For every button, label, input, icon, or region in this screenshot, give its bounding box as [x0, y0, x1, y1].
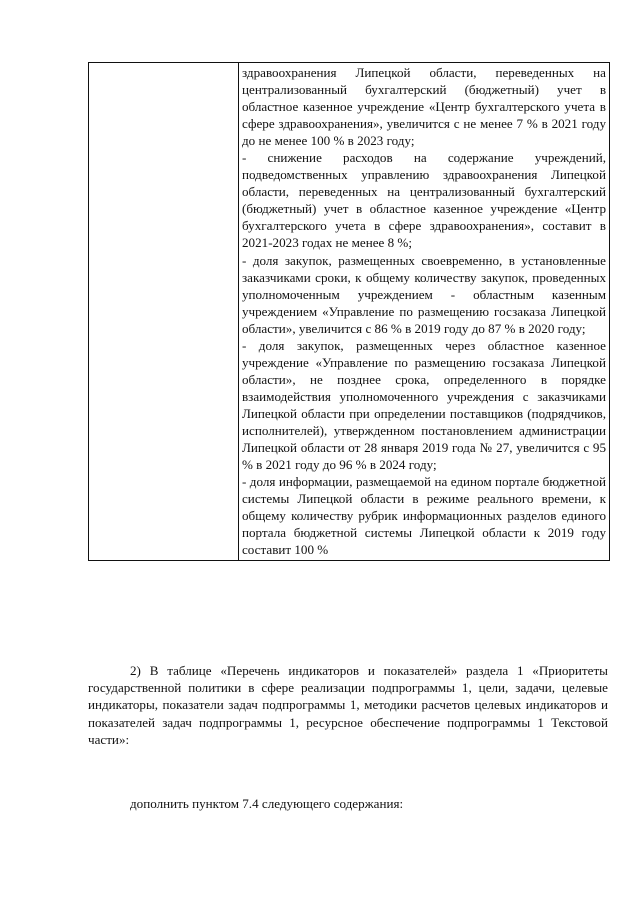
cell-text: [242, 64, 606, 558]
table-row: [89, 63, 610, 561]
table-cell-right: [239, 63, 610, 561]
cell-paragraph: - доля информации, размещаемой на едином портале бюджетной системы Липецкой области в режиме реального времени, к общему количеству рубрик информационных разделов единого портала бюджетной системы Липецкой области к 2019 году составит 100 %: [242, 474, 606, 558]
cell-paragraph: - снижение расходов на содержание учреждений, подведомственных управлению здравоохранения Липецкой области, переведенных на централизованный бухгалтерский (бюджетный) учет в областное казенное учреждение «Центр бухгалтерского учета в сфере здравоохранения», составит в 2021-2023 годах не менее 8 %;: [242, 150, 606, 251]
indicators-table: [88, 62, 610, 561]
body-paragraph-amendment: 2) В таблице «Перечень индикаторов и показателей» раздела 1 «Приоритеты государственной политики в сфере реализации подпрограммы 1, цели, задачи, целевые индикаторы, показатели задач подпрограммы 1, методики расчетов целевых индикаторов и показателей задач подпрограммы 1, ресурсное обеспечение подпрограммы 1 Текстовой части»:: [88, 663, 608, 747]
cell-paragraph: - доля закупок, размещенных через областное казенное учреждение «Управление по размещению госзаказа Липецкой области», не позднее срока, определенного в порядке взаимодействия уполномоченного учреждения с заказчиками Липецкой области при определении поставщиков (подрядчиков, исполнителей), утвержденном постановлением администрации Липецкой области от 28 января 2019 года № 27, увеличится с 95 % в 2021 году до 96 % в 2024 году;: [242, 337, 606, 473]
cell-paragraph: здравоохранения Липецкой области, переведенных на централизованный бухгалтерский (бюджетный) учет в областное казенное учреждение «Центр бухгалтерского учета в сфере здравоохранения», увеличится с не менее 7 % в 2021 году до не менее 100 % в 2023 году;: [242, 65, 606, 149]
table-cell-left: [89, 63, 239, 561]
cell-paragraph: - доля закупок, размещенных своевременно, в установленные заказчиками сроки, к общему количеству закупок, проведенных уполномоченным учреждением - областным казенным учреждением «Управление по размещению госзаказа Липецкой области», увеличится с 86 % в 2019 году до 87 % в 2020 году;: [242, 252, 606, 336]
body-paragraph-addition: дополнить пунктом 7.4 следующего содержания:: [130, 796, 404, 811]
